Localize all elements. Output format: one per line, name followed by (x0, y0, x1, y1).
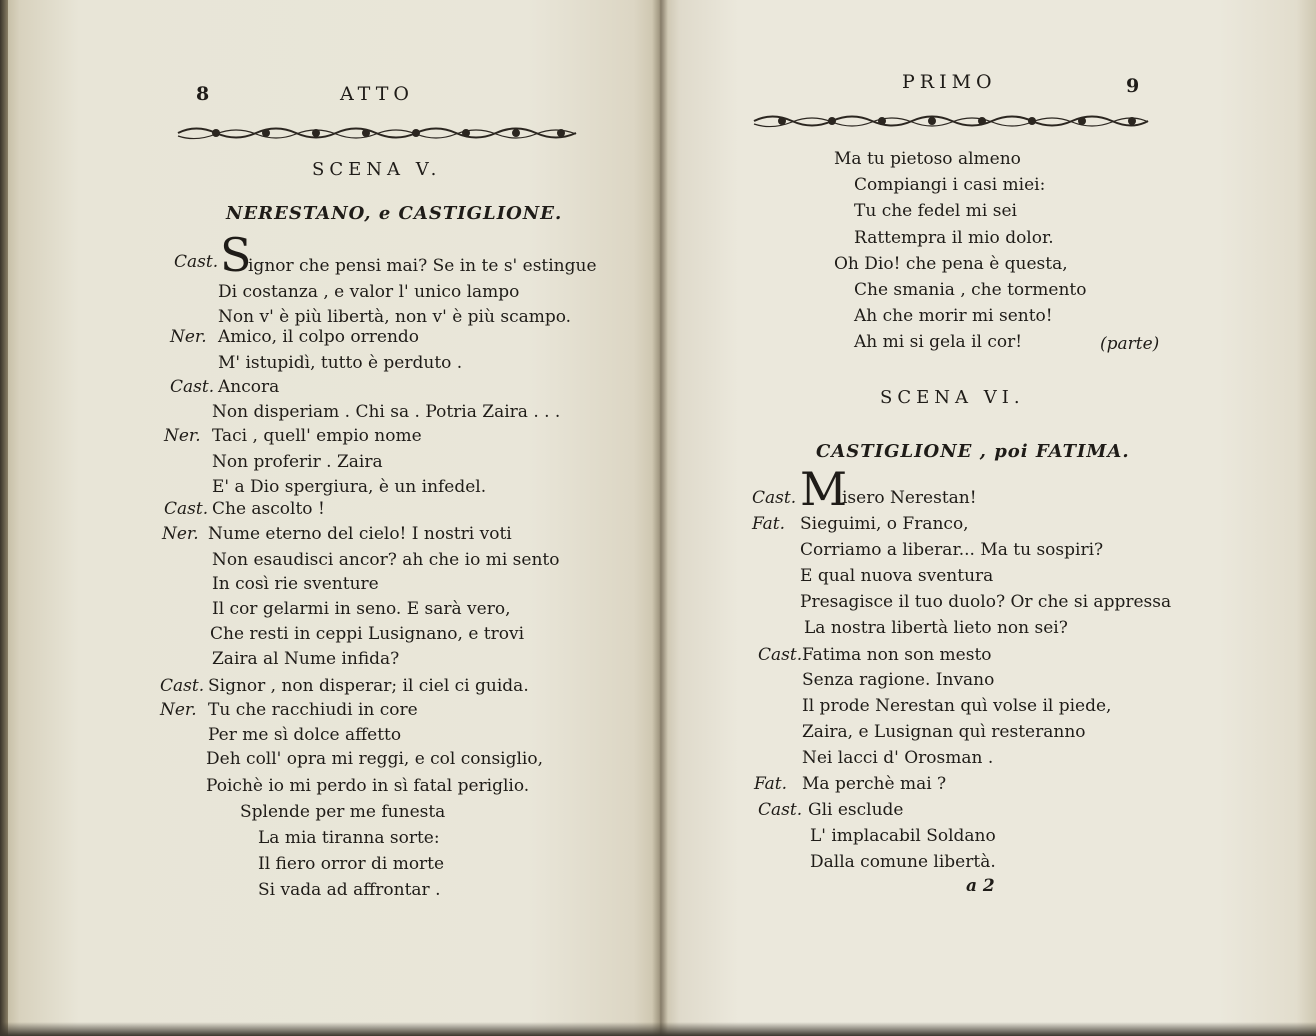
verse-line: Compiangi i casi miei: (854, 175, 1046, 195)
verse-line: Rattempra il mio dolor. (854, 228, 1054, 248)
ornament-icon (752, 110, 1150, 132)
verse-line: Che resti in ceppi Lusignano, e trovi (210, 624, 525, 644)
verse-line: Fatima non son mesto (802, 645, 992, 665)
speaker-label: Fat. (754, 774, 788, 794)
verse-line: Zaira al Nume infida? (212, 649, 400, 669)
verse-line: Di costanza , e valor l' unico lampo (218, 282, 520, 302)
verse-line: Dalla comune libertà. (810, 852, 996, 872)
verse-line: E qual nuova sventura (800, 566, 994, 586)
verse-line: Ma perchè mai ? (802, 774, 947, 794)
verse-line: Taci , quell' empio nome (212, 426, 422, 446)
book-gutter (652, 0, 668, 1036)
verse-line: Nei lacci d' Orosman . (802, 748, 994, 768)
verse-line: Il fiero orror di morte (258, 854, 445, 874)
verse-line: Zaira, e Lusignan quì resteranno (802, 722, 1086, 742)
verse-line: Per me sì dolce affetto (208, 725, 402, 745)
verse-line: Non disperiam . Chi sa . Potria Zaira . . . (212, 402, 561, 422)
speaker-label: Cast. (160, 676, 205, 696)
signature-mark: a 2 (966, 876, 995, 896)
speaker-label: Ner. (162, 524, 199, 544)
verse-line: Sieguimi, o Franco, (800, 514, 969, 534)
speaker-label: Ner. (164, 426, 201, 446)
verse-line: Non esaudisci ancor? ah che io mi sento (212, 550, 560, 570)
speaker-label: Cast. (170, 377, 215, 397)
verse-line: Splende per me funesta (240, 802, 446, 822)
verse-line: Ah mi si gela il cor! (854, 332, 1023, 352)
verse-line: Poichè io mi perdo in sì fatal periglio. (206, 776, 530, 796)
verse-line: Signor , non disperar; il ciel ci guida. (208, 676, 529, 696)
speaker-label: Cast. (758, 645, 803, 665)
scene-characters: NERESTANO, e CASTIGLIONE. (226, 203, 563, 224)
verse-line: Il cor gelarmi in seno. E sarà vero, (212, 599, 511, 619)
page-number: 9 (1126, 75, 1140, 97)
drop-cap: M (800, 462, 848, 516)
verse-line: E' a Dio spergiura, è un infedel. (212, 477, 487, 497)
book-bottom-edge (0, 1022, 1316, 1036)
book-edge (0, 0, 8, 1036)
scene-title: SCENA VI. (880, 387, 1025, 408)
stage-direction: (parte) (1100, 334, 1160, 354)
verse-line: M' istupidì, tutto è perduto . (218, 353, 463, 373)
ornament-icon (176, 122, 581, 144)
scene-characters: CASTIGLIONE , poi FATIMA. (816, 441, 1130, 462)
speaker-label: Fat. (752, 514, 786, 534)
speaker-label: Cast. (174, 252, 219, 272)
verse-line: Presagisce il tuo duolo? Or che si appressa (800, 592, 1172, 612)
speaker-label: Ner. (170, 327, 207, 347)
verse-line: Corriamo a liberar... Ma tu sospiri? (800, 540, 1104, 560)
scene-title: SCENA V. (312, 159, 442, 180)
verse-line: Non v' è più libertà, non v' è più scampo. (218, 307, 572, 327)
verse-line: Deh coll' opra mi reggi, e col consiglio, (206, 749, 544, 769)
verse-line: Il prode Nerestan quì volse il piede, (802, 696, 1112, 716)
verse-line: Ma tu pietoso almeno (834, 149, 1021, 169)
verse-line: La mia tiranna sorte: (258, 828, 440, 848)
verse-line: Senza ragione. Invano (802, 670, 995, 690)
speaker-label: Ner. (160, 700, 197, 720)
verse-line: In così rie sventure (212, 574, 379, 594)
verse-line: Ah che morir mi sento! (854, 306, 1053, 326)
verse-line: isero Nerestan! (842, 488, 977, 508)
speaker-label: Cast. (164, 499, 209, 519)
verse-line: Che smania , che tormento (854, 280, 1087, 300)
right-page (660, 0, 1316, 1036)
verse-line: ignor che pensi mai? Se in te s' estingue (248, 256, 597, 276)
verse-line: Tu che fedel mi sei (854, 201, 1017, 221)
drop-cap: S (220, 228, 252, 282)
speaker-label: Cast. (758, 800, 803, 820)
verse-line: Nume eterno del cielo! I nostri voti (208, 524, 512, 544)
verse-line: Tu che racchiudi in core (208, 700, 418, 720)
verse-line: Gli esclude (808, 800, 904, 820)
verse-line: Ancora (218, 377, 280, 397)
verse-line: Amico, il colpo orrendo (218, 327, 420, 347)
speaker-label: Cast. (752, 488, 797, 508)
running-head: ATTO (340, 83, 414, 105)
page-number: 8 (196, 83, 210, 105)
running-head: PRIMO (902, 71, 997, 93)
verse-line: Oh Dio! che pena è questa, (834, 254, 1068, 274)
verse-line: Si vada ad affrontar . (258, 880, 441, 900)
verse-line: Che ascolto ! (212, 499, 325, 519)
verse-line: L' implacabil Soldano (810, 826, 996, 846)
verse-line: La nostra libertà lieto non sei? (804, 618, 1068, 638)
verse-line: Non proferir . Zaira (212, 452, 383, 472)
